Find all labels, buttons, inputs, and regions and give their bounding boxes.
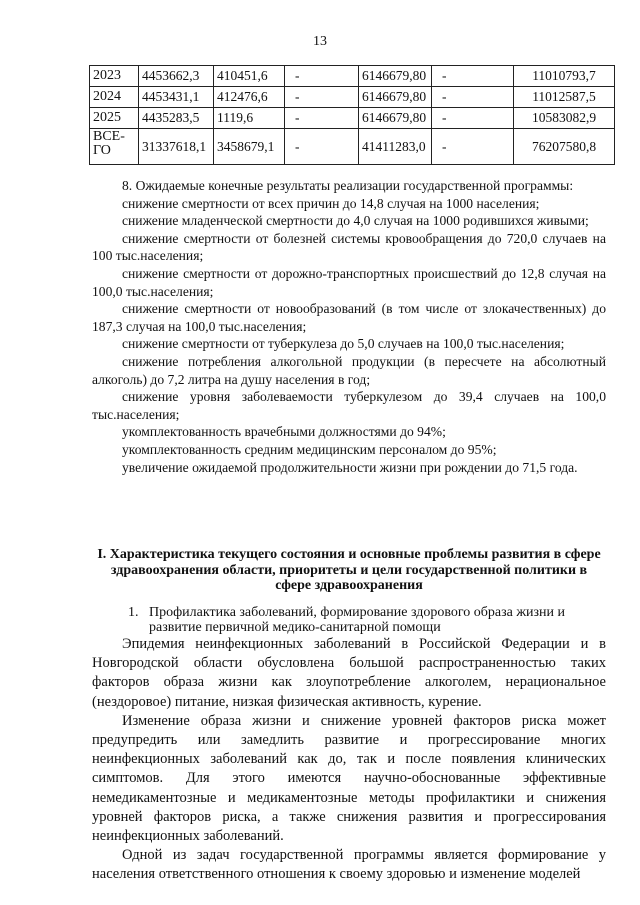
paragraph: Одной из задач государственной программы является формирование у населения ответственного отношения к своему здоровью и изменение моделей [92,847,606,883]
total-label-cell [90,129,139,165]
table-cell: 4453662,3 [139,66,214,87]
table-cell: 76207580,8 [514,129,615,165]
page-number: 13 [313,34,327,49]
table-cell: 10583082,9 [514,108,615,129]
paragraph: Изменение образа жизни и снижение уровней факторов риска может предупредить или замедлить развитие и прогрессирование многих неинфекционных заболеваний как до, так и после появления клинических симптомов. Для этого имеются научно-обоснованные эффективные немедикаментозные и медикаментозные методы профилактики и снижения уровней факторов риска, а также снижения развития и прогрессирования неинфекционных заболеваний. [92,712,606,845]
total-label-line1: ВСЕ- [93,129,125,144]
table-cell: 410451,6 [214,66,285,87]
table-cell: - [432,108,514,129]
result-item: увеличение ожидаемой продолжительности жизни при рождении до 71,5 года. [122,459,578,475]
table-cell: 6146679,80 [359,108,432,129]
table-cell: - [432,87,514,108]
table-cell: - [285,66,359,87]
result-item: снижение смертности от всех причин до 14,8 случая на 1000 населения; [122,195,540,211]
table-row [90,66,615,87]
table-cell: 3458679,1 [214,129,285,165]
body-text [92,635,606,885]
chapter-title: I. Характеристика текущего состояния и основные проблемы развития в сфере здравоохранения области, приоритеты и цели государственной политики в сфере здравоохранения [97,547,601,593]
year-cell: 2023 [90,66,139,87]
table-cell: - [285,87,359,108]
result-item: укомплектованность врачебными должностями до 94%; [122,424,446,440]
table-cell: 412476,6 [214,87,285,108]
table-cell: 6146679,80 [359,87,432,108]
table-cell: 6146679,80 [359,66,432,87]
table-cell: - [432,129,514,165]
section-heading: 8. Ожидаемые конечные результаты реализации государственной программы: [122,178,574,193]
table-cell: - [285,108,359,129]
table-cell: 4453431,1 [139,87,214,108]
result-item: снижение уровня заболеваемости туберкулезом до 39,4 случаев на 100,0 тыс.населения; [92,389,606,422]
table-row [90,108,615,129]
result-item: снижение младенческой смертности до 4,0 случая на 1000 родившихся живыми; [122,213,589,229]
paragraph: Эпидемия неинфекционных заболеваний в Российской Федерации и в Новгородской области обусловлена большой распространенностью таких факторов образа жизни как злоупотребление алкоголем, нерациональное (нездоровое) питание, низкая физическая активность, курение. [92,636,606,710]
table-cell: 1119,6 [214,108,285,129]
table-cell: 41411283,0 [359,129,432,165]
result-item: укомплектованность средним медицинским персоналом до 95%; [122,441,497,457]
year-cell: 2025 [90,108,139,129]
expected-results-section [92,177,606,476]
table-cell: 4435283,5 [139,108,214,129]
table-cell: - [285,129,359,165]
funding-table [89,65,615,165]
subsection-number: 1. [128,605,139,620]
table-cell: - [432,66,514,87]
total-label-line2: ГО [93,143,111,158]
subsection-title: Профилактика заболеваний, формирование здорового образа жизни и развитие первичной медико-санитарной помощи [149,605,566,635]
result-item: снижение смертности от дорожно-транспортных происшествий до 12,8 случая на 100,0 тыс.населения; [92,265,606,299]
result-item: снижение смертности от новообразований (в том числе от злокачественных) до 187,3 случая на 100,0 тыс.населения; [92,301,606,334]
table-cell: 31337618,1 [139,129,214,165]
year-cell: 2024 [90,87,139,108]
total-row [90,129,615,165]
table-cell: 11010793,7 [514,66,615,87]
table-row [90,87,615,108]
result-item: снижение смертности от туберкулеза до 5,0 случаев на 100,0 тыс.населения; [122,336,565,352]
result-item: снижение смертности от болезней системы кровообращения до 720,0 случаев на 100 тыс.населения; [92,230,606,264]
result-item: снижение потребления алкогольной продукции (в пересчете на абсолютный алкоголь) до 7,2 литра на душу населения в год; [92,353,606,387]
table-cell: 11012587,5 [514,87,615,108]
subsection-heading [92,605,606,635]
